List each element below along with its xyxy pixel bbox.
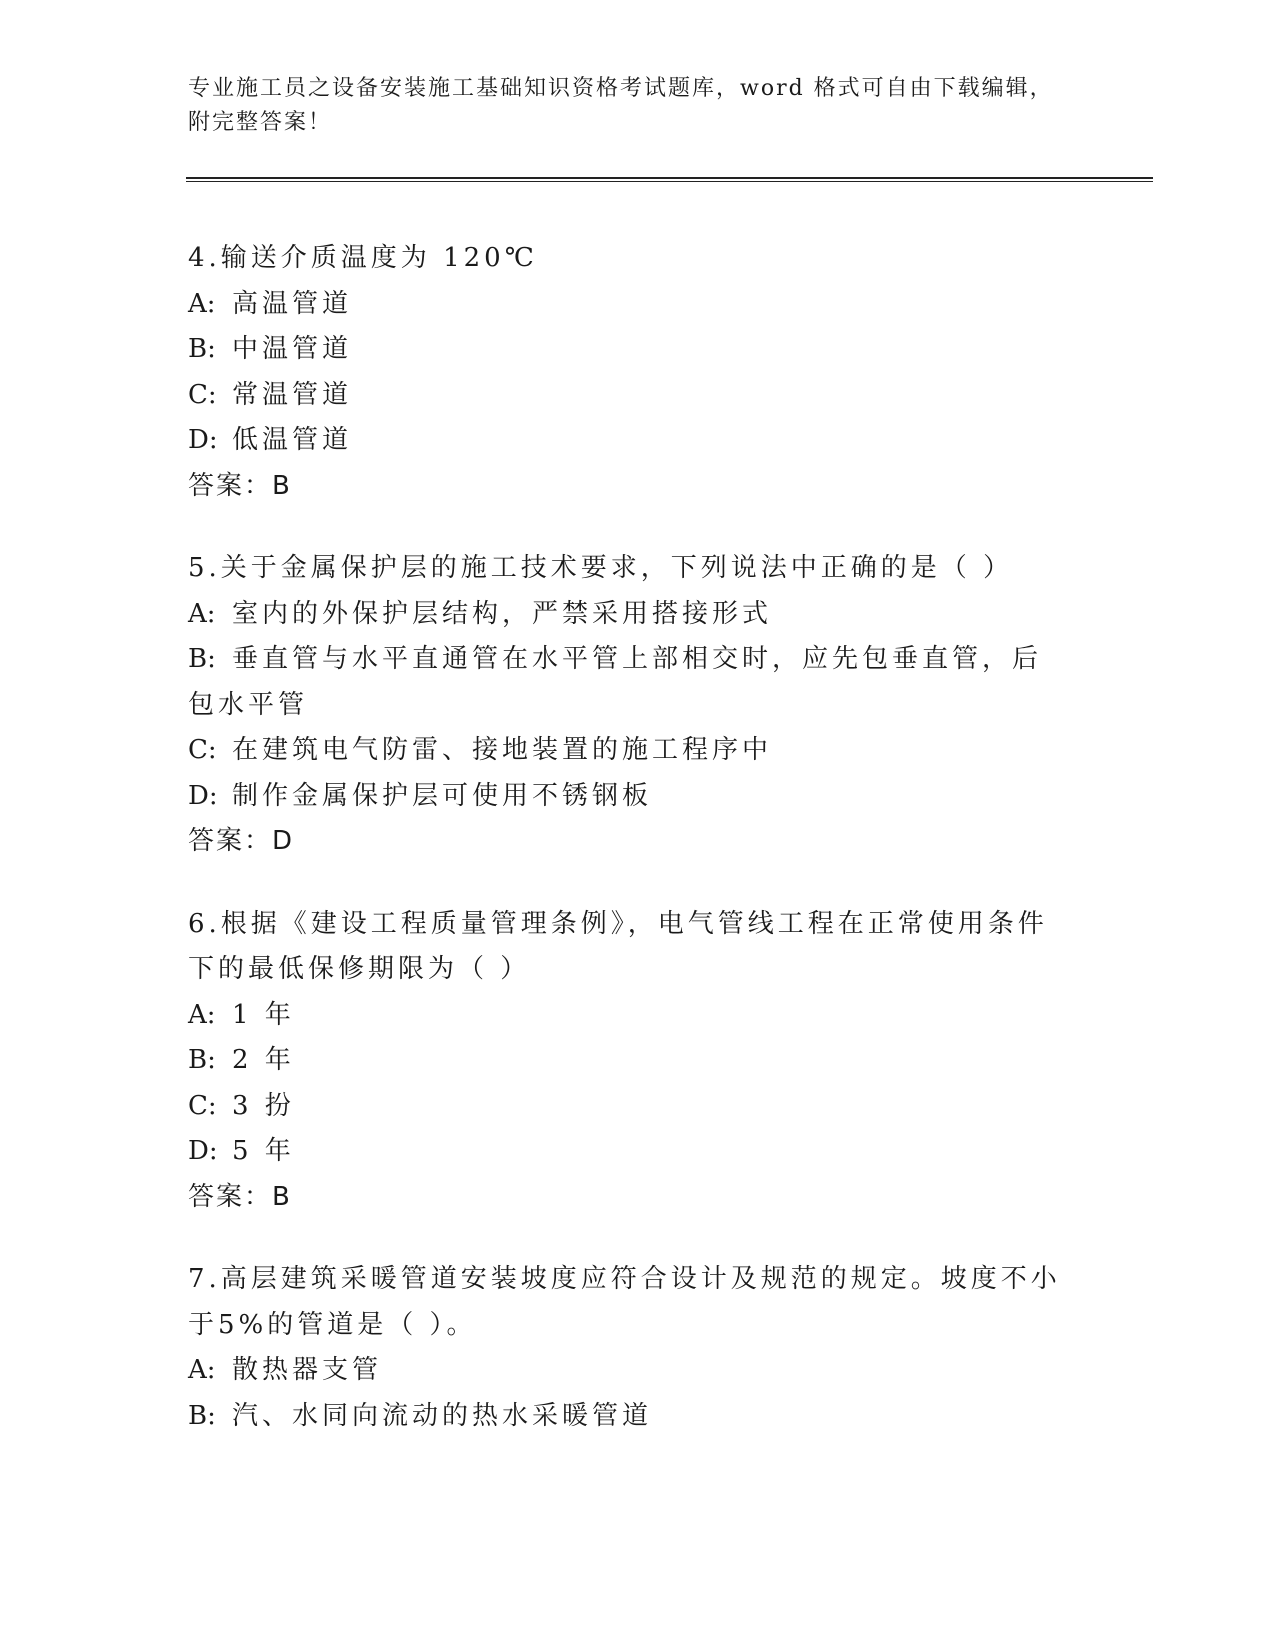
option-text: 汽、水同向流动的热水采暖管道 xyxy=(232,1400,653,1431)
option-text: 高温管道 xyxy=(232,288,353,319)
question-stem: 5.关于金属保护层的施工技术要求，下列说法中正确的是（ ） xyxy=(188,553,1014,583)
option-c xyxy=(188,373,1068,419)
question-item xyxy=(188,902,1068,1221)
option-key: C: xyxy=(188,379,217,410)
option-b xyxy=(188,1038,1068,1084)
option-key: B: xyxy=(188,1045,216,1075)
option-d xyxy=(188,1129,1068,1175)
answer-line: 答案：B xyxy=(188,1181,292,1212)
option-text: 常温管道 xyxy=(232,379,353,410)
option-b xyxy=(188,1394,1068,1440)
option-key: A: xyxy=(188,999,216,1030)
option-text: 5 年 xyxy=(232,1136,295,1166)
option-text: 2 年 xyxy=(232,1045,295,1075)
option-key: B: xyxy=(188,334,216,364)
option-b xyxy=(188,327,1068,373)
option-key: D: xyxy=(188,425,218,455)
option-text: 在建筑电气防雷、接地装置的施工程序中 xyxy=(232,735,773,765)
question-item xyxy=(188,236,1068,509)
header-intro-line-2: 附完整答案！ xyxy=(188,110,333,135)
option-a xyxy=(188,1348,1068,1394)
option-text: 中温管道 xyxy=(232,334,353,364)
question-stem: 4.输送介质温度为 120℃ xyxy=(188,243,538,273)
option-text: 1 年 xyxy=(232,999,295,1030)
option-key: C: xyxy=(188,735,217,765)
header-intro-line-1: 专业施工员之设备安装施工基础知识资格考试题库，word 格式可自由下载编辑， xyxy=(188,76,1054,101)
question-item xyxy=(188,1257,1068,1439)
option-d xyxy=(188,774,1068,820)
option-text: 散热器支管 xyxy=(232,1355,383,1385)
answer-line: 答案：B xyxy=(188,470,292,501)
option-key: A: xyxy=(188,288,216,319)
option-c xyxy=(188,1084,1068,1130)
option-text: 室内的外保护层结构，严禁采用搭接形式 xyxy=(232,598,773,629)
option-c xyxy=(188,728,1068,774)
option-text: 制作金属保护层可使用不锈钢板 xyxy=(232,780,653,811)
option-text: 3 扮 xyxy=(232,1090,295,1121)
option-a xyxy=(188,282,1068,328)
question-stem: 6.根据《建设工程质量管理条例》，电气管线工程在正常使用条件下的最低保修期限为（ ） xyxy=(188,908,1048,984)
option-key: B: xyxy=(188,644,216,674)
document-header xyxy=(188,72,1068,140)
option-text: 垂直管与水平直通管在水平管上部相交时，应先包垂直管，后包水平管 xyxy=(188,644,1043,720)
option-text: 低温管道 xyxy=(232,425,353,455)
option-key: A: xyxy=(188,598,216,629)
answer-line: 答案：D xyxy=(188,826,295,856)
question-stem: 7.高层建筑采暖管道安装坡度应符合设计及规范的规定。坡度不小于5%的管道是（ ）。 xyxy=(188,1264,1061,1340)
option-b xyxy=(188,637,1068,728)
option-key: B: xyxy=(188,1400,216,1431)
option-a xyxy=(188,993,1068,1039)
option-a xyxy=(188,592,1068,638)
header-divider xyxy=(186,177,1153,182)
option-key: C: xyxy=(188,1090,217,1121)
option-key: D: xyxy=(188,1136,218,1166)
option-key: D: xyxy=(188,780,218,811)
question-item xyxy=(188,546,1068,865)
option-key: A: xyxy=(188,1355,216,1385)
question-list xyxy=(188,236,1068,1476)
option-d xyxy=(188,418,1068,464)
